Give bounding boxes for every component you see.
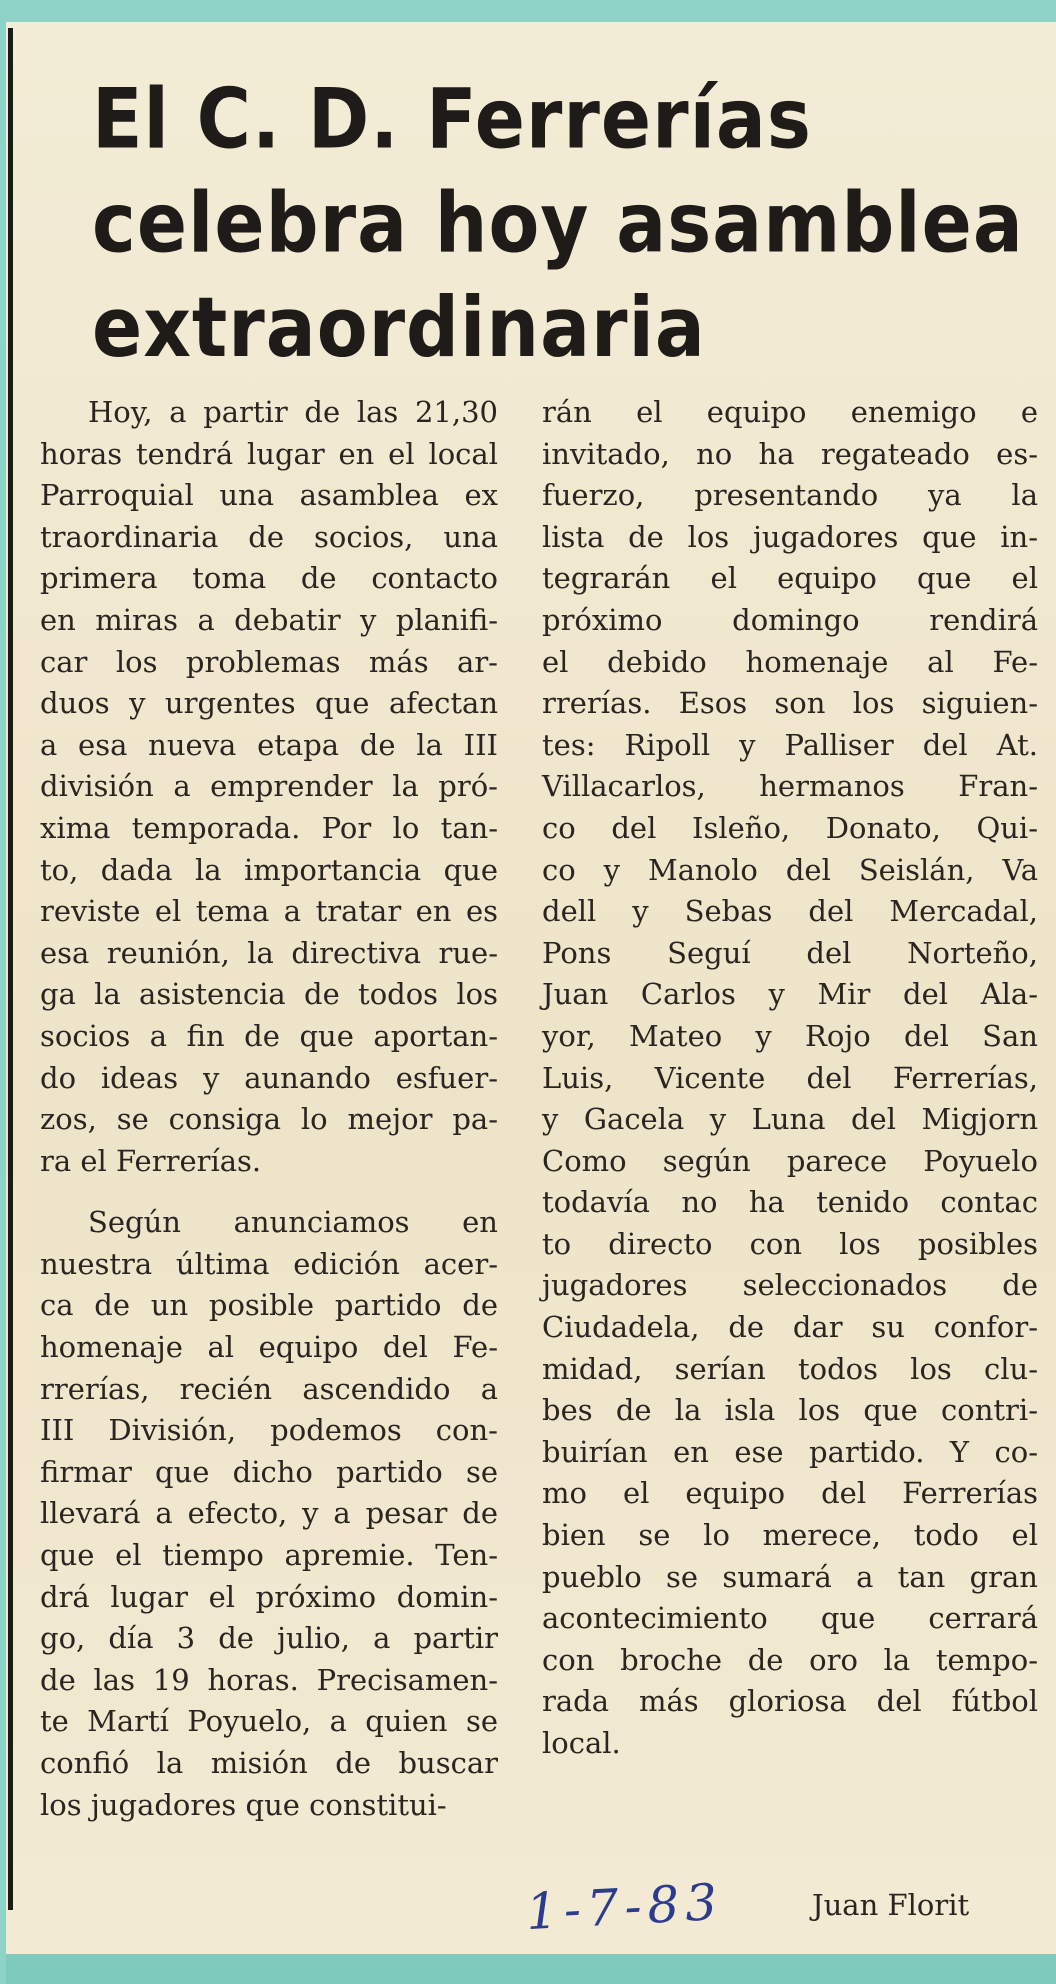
- text-line: traordinaria de socios, una: [40, 519, 498, 554]
- headline-line-2: celebra hoy asamblea: [92, 175, 1024, 272]
- text-line: Juan Carlos y Mir del Ala-: [542, 977, 1038, 1012]
- text-line: go, día 3 de julio, a partir: [40, 1621, 498, 1656]
- text-line: lista de los jugadores que in-: [542, 519, 1038, 554]
- text-line: esa reunión, la directiva rue-: [40, 935, 498, 970]
- text-line: duos y urgentes que afectan: [40, 686, 498, 721]
- text-line: socios a fin de que aportan-: [40, 1018, 498, 1053]
- text-line: primera toma de contacto: [40, 561, 498, 596]
- text-line: rrerías, recién ascendido a: [40, 1371, 498, 1406]
- text-line: to, dada la importancia que: [40, 852, 498, 887]
- text-line: local.: [542, 1726, 621, 1760]
- text-line: confió la misión de buscar: [40, 1746, 498, 1780]
- text-line: horas tendrá lugar en el local: [40, 436, 498, 471]
- text-line: los jugadores que constitui-: [40, 1787, 447, 1822]
- text-line: zos, se consiga lo mejor pa-: [40, 1102, 498, 1137]
- text-line: ga la asistencia de todos los: [40, 977, 498, 1012]
- text-line: drá lugar el próximo domin-: [40, 1579, 498, 1614]
- text-line: firmar que dicho partido se: [40, 1454, 498, 1489]
- text-line: dell y Sebas del Mercadal,: [542, 894, 1038, 929]
- paragraph-gap: [40, 1182, 498, 1202]
- background-edge: [6, 1954, 1056, 1984]
- text-line: do ideas y aunando esfuer-: [40, 1060, 498, 1095]
- text-line: división a emprender la pró-: [40, 769, 498, 804]
- text-line: próximo domingo rendirá: [542, 602, 1038, 637]
- text-line: pueblo se sumará a tan gran: [542, 1559, 1038, 1594]
- text-line: midad, serían todos los clu-: [542, 1351, 1038, 1386]
- text-line: Ciudadela, de dar su confor-: [542, 1310, 1038, 1345]
- text-line: a esa nueva etapa de la III: [40, 727, 498, 762]
- text-line: rán el equipo enemigo e: [542, 395, 1038, 429]
- text-line: rada más gloriosa del fútbol: [542, 1684, 1038, 1719]
- text-line: y Gacela y Luna del Migjorn: [542, 1102, 1038, 1137]
- text-line: de las 19 horas. Precisamen-: [40, 1662, 498, 1697]
- text-line: todavía no ha tenido contac: [542, 1185, 1038, 1220]
- text-line: buirían en ese partido. Y co-: [542, 1434, 1038, 1469]
- text-line: acontecimiento que cerrará: [542, 1601, 1038, 1636]
- text-line: tegrarán el equipo que el: [542, 561, 1038, 596]
- text-line: invitado, no ha regateado es-: [542, 436, 1038, 471]
- text-line: Luis, Vicente del Ferrerías,: [542, 1060, 1038, 1095]
- handwritten-date: 1-7-83: [524, 1872, 725, 1942]
- text-line: el debido homenaje al Fe-: [542, 644, 1038, 679]
- text-line: car los problemas más ar-: [40, 644, 498, 679]
- text-line: Villacarlos, hermanos Fran-: [542, 769, 1038, 804]
- text-line: te Martí Poyuelo, a quien se: [40, 1704, 498, 1739]
- text-line: xima temporada. Por lo tan-: [40, 810, 498, 845]
- headline-line-1: El C. D. Ferrerías: [92, 71, 812, 168]
- text-line: mo el equipo del Ferrerías: [542, 1476, 1038, 1511]
- text-line: ra el Ferrerías.: [40, 1143, 262, 1178]
- text-line: yor, Mateo y Rojo del San: [542, 1018, 1038, 1053]
- text-line: ca de un posible partido de: [40, 1288, 498, 1323]
- text-line: homenaje al equipo del Fe-: [40, 1330, 498, 1365]
- text-line: Como según parece Poyuelo: [542, 1143, 1038, 1178]
- text-line: con broche de oro la tempo-: [542, 1642, 1038, 1677]
- text-line: que el tiempo apremie. Ten-: [40, 1538, 498, 1573]
- text-line: bien se lo merece, todo el: [542, 1518, 1038, 1553]
- author-signature: Juan Florit: [812, 1888, 970, 1922]
- text-line: co del Isleño, Donato, Qui-: [542, 810, 1038, 845]
- text-line: Parroquial una asamblea ex: [40, 478, 498, 513]
- headline-line-3: extraordinaria: [92, 279, 706, 376]
- article-column-right: [542, 392, 1038, 1765]
- text-line: nuestra última edición acer-: [40, 1246, 498, 1281]
- article-column-left: [40, 392, 498, 1826]
- headline: [92, 68, 1024, 380]
- text-line: en miras a debatir y planifi-: [40, 602, 498, 637]
- text-line: jugadores seleccionados de: [542, 1268, 1038, 1303]
- column-rule: [8, 28, 13, 1910]
- text-line: bes de la isla los que contri-: [542, 1393, 1038, 1428]
- text-line: llevará a efecto, y a pesar de: [40, 1496, 498, 1531]
- text-line: Pons Seguí del Norteño,: [542, 935, 1038, 970]
- text-line: III División, podemos con-: [40, 1413, 498, 1448]
- text-line: reviste el tema a tratar en es: [40, 894, 498, 929]
- text-line: rrerías. Esos son los siguien-: [542, 686, 1038, 721]
- text-line: tes: Ripoll y Palliser del At.: [542, 727, 1038, 762]
- text-line: Según anunciamos en: [88, 1205, 498, 1240]
- text-line: Hoy, a partir de las 21,30: [88, 395, 498, 429]
- text-line: co y Manolo del Seislán, Va: [542, 852, 1038, 887]
- text-line: fuerzo, presentando ya la: [542, 478, 1038, 513]
- text-line: to directo con los posibles: [542, 1226, 1038, 1261]
